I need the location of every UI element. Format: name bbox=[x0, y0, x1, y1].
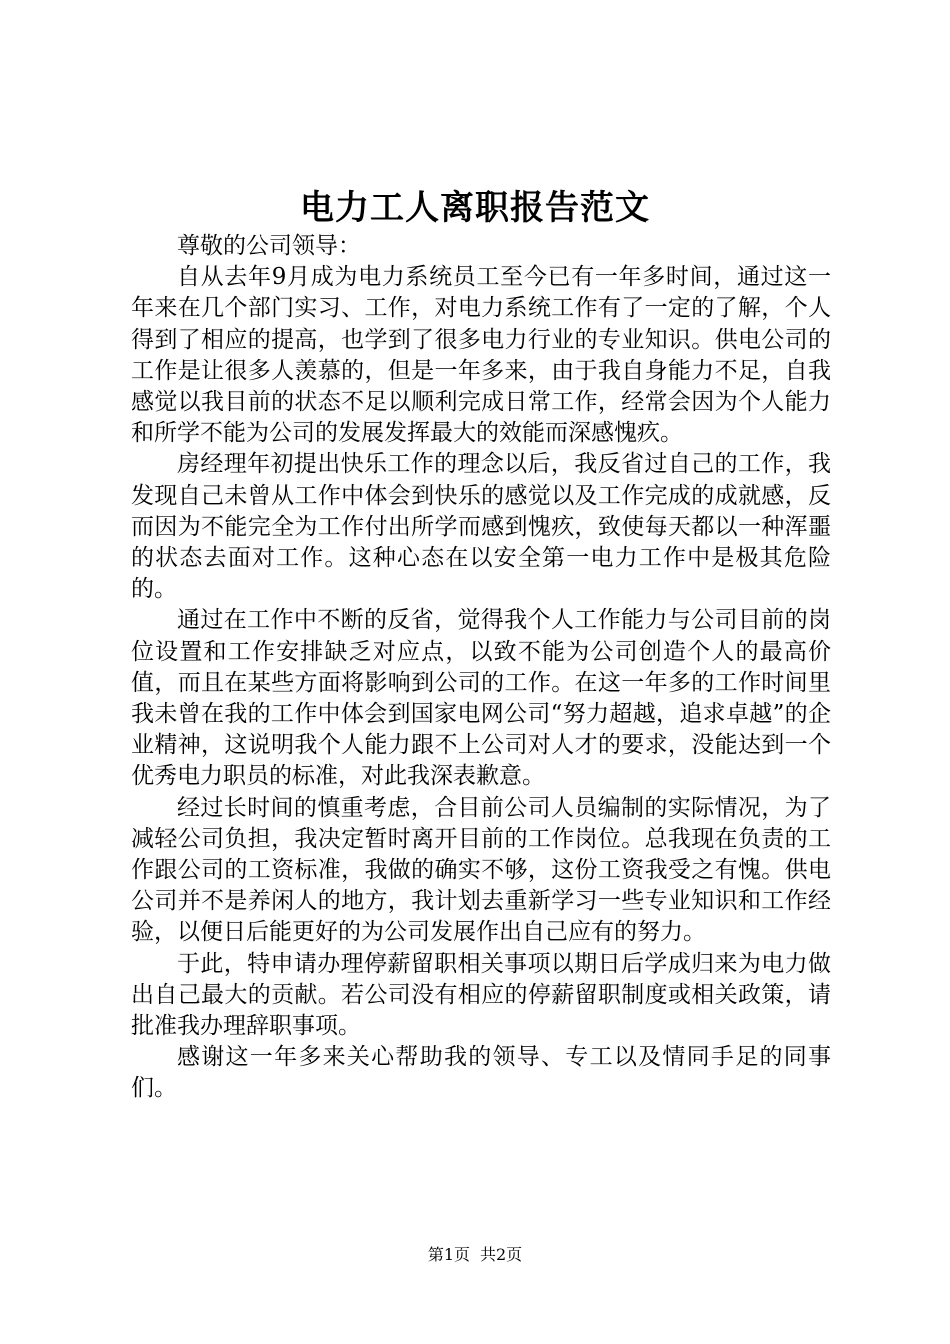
document-title: 电力工人离职报告范文 bbox=[300, 188, 650, 228]
document-body bbox=[131, 231, 831, 1105]
paragraph-1: 自从去年9月成为电力系统员工至今已有一年多时间，通过这一年来在几个部门实习、工作，对电力系统工作有了一定的了解，个人得到了相应的提高，也学到了很多电力行业的专业知识。供电公司的工作是让很多人羡慕的，但是一年多来，由于我自身能力不足，自我感觉以我目前的状态不足以顺利完成日常工作，经常会因为个人能力和所学不能为公司的发展发挥最大的效能而深感愧疚。 bbox=[131, 264, 831, 447]
paragraph-4: 经过长时间的慎重考虑，合目前公司人员编制的实际情况，为了减轻公司负担，我决定暂时离开目前的工作岗位。总我现在负责的工作跟公司的工资标准，我做的确实不够，这份工资我受之有愧。供电公司并不是养闲人的地方，我计划去重新学习一些专业知识和工作经验，以便日后能更好的为公司发展作出自己应有的努力。 bbox=[131, 794, 831, 946]
salutation: 尊敬的公司领导： bbox=[177, 233, 361, 259]
page-number: 第1页 bbox=[427, 1245, 470, 1264]
paragraph-5: 于此，特申请办理停薪留职相关事项以期日后学成归来为电力做出自己最大的贡献。若公司没有相应的停薪留职制度或相关政策，请批准我办理辞职事项。 bbox=[131, 950, 831, 1040]
paragraph-3: 通过在工作中不断的反省，觉得我个人工作能力与公司目前的岗位设置和工作安排缺乏对应点，以致不能为公司创造个人的最高价值，而且在某些方面将影响到公司的工作。在这一年多的工作时间里我未曾在我的工作中体会到国家电网公司“努力超越，追求卓越”的企业精神，这说明我个人能力跟不上公司对人才的要求，没能达到一个优秀电力职员的标准，对此我深表歉意。 bbox=[131, 607, 831, 790]
page-total: 共2页 bbox=[480, 1245, 523, 1264]
paragraph-2: 房经理年初提出快乐工作的理念以后，我反省过自己的工作，我发现自己未曾从工作中体会到快乐的感觉以及工作完成的成就感，反而因为不能完全为工作付出所学而感到愧疚，致使每天都以一种浑噩的状态去面对工作。这种心态在以安全第一电力工作中是极其危险的。 bbox=[131, 451, 831, 603]
page-footer bbox=[0, 1244, 950, 1266]
paragraph-6: 感谢这一年多来关心帮助我的领导、专工以及情同手足的同事们。 bbox=[131, 1044, 831, 1102]
